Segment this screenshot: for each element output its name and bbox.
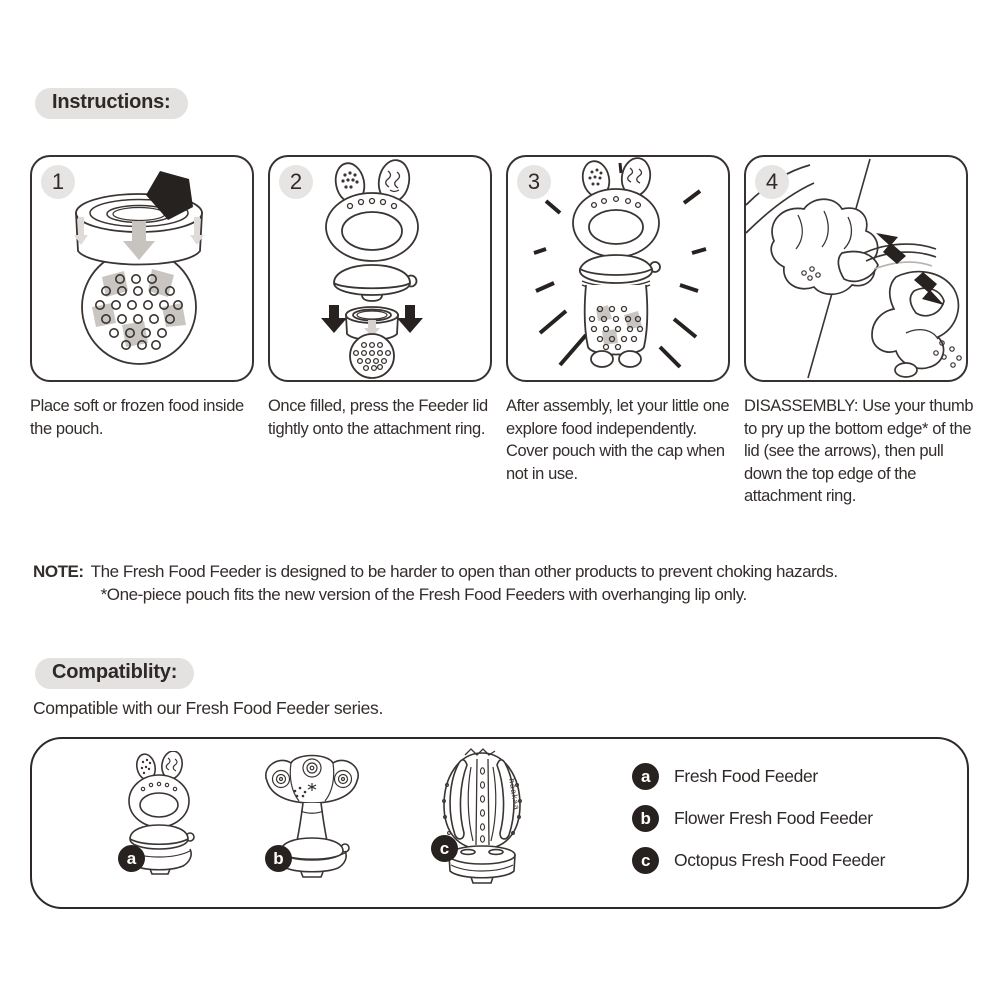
- product-a-badge: a: [118, 845, 145, 872]
- step-2: [268, 155, 488, 508]
- pouch-with-holes-icon: [82, 250, 196, 364]
- step-3-caption: After assembly, let your little one explore food independently. Cover pouch with the cap when not in use.: [506, 397, 730, 483]
- note-paragraph: [33, 561, 968, 607]
- step-1: [30, 155, 250, 508]
- note-label: NOTE:: [33, 562, 84, 581]
- compatibility-box: [30, 737, 969, 909]
- step-1-panel: [30, 155, 254, 382]
- octopus-fresh-food-feeder-icon: [427, 745, 537, 889]
- instructions-heading: Instructions:: [35, 88, 188, 119]
- legend-a-label: Fresh Food Feeder: [674, 766, 818, 786]
- step-3-panel: [506, 155, 730, 382]
- step-3: [506, 155, 730, 508]
- feeder-handle-icon: [326, 158, 418, 261]
- note-text: The Fresh Food Feeder is designed to be harder to open than other products to prevent choking hazards. *One-piece pouch fits the new version of the Fresh Food Feeders with overhanging lip only.: [90, 562, 838, 604]
- product-b-badge: b: [265, 845, 292, 872]
- product-c-badge: c: [431, 835, 458, 862]
- step-4: [744, 155, 974, 508]
- product-fresh-food-feeder: [110, 751, 210, 883]
- legend-b-label: Flower Fresh Food Feeder: [674, 808, 873, 828]
- step-4-panel: [744, 155, 968, 382]
- legend-item-octopus-fresh-food-feeder: [632, 847, 885, 874]
- feeder-lid-icon: [580, 255, 660, 290]
- feeder-handle-icon: [573, 157, 659, 257]
- legend-item-fresh-food-feeder: [632, 763, 885, 790]
- step-4-number-badge: 4: [755, 165, 789, 199]
- step-3-number-badge: 3: [517, 165, 551, 199]
- brand-text: haakaa: [507, 777, 522, 812]
- feeder-cup-icon: [585, 285, 648, 367]
- pouch-with-holes-icon: [350, 334, 394, 378]
- right-hand-icon: [864, 244, 961, 377]
- compatibility-subtitle: Compatible with our Fresh Food Feeder series.: [33, 698, 383, 718]
- legend-item-flower-fresh-food-feeder: [632, 805, 885, 832]
- step-2-panel: [268, 155, 492, 382]
- product-octopus-fresh-food-feeder: [427, 745, 537, 889]
- step-4-caption: DISASSEMBLY: Use your thumb to pry up the bottom edge* of the lid (see the arrows), then pull down the top edge of the attachment ring.: [744, 397, 974, 506]
- step-1-caption: Place soft or frozen food inside the pouch.: [30, 397, 244, 438]
- compatibility-legend: [632, 763, 885, 874]
- legend-c-label: Octopus Fresh Food Feeder: [674, 850, 886, 870]
- feeder-lid-icon: [334, 265, 417, 301]
- instruction-steps: [30, 155, 974, 508]
- step-2-number-badge: 2: [279, 165, 313, 199]
- legend-c-badge: c: [632, 847, 659, 874]
- legend-a-badge: a: [632, 763, 659, 790]
- compatibility-heading: Compatiblity:: [35, 658, 194, 689]
- step-1-number-badge: 1: [41, 165, 75, 199]
- legend-b-badge: b: [632, 805, 659, 832]
- step-2-caption: Once filled, press the Feeder lid tightly onto the attachment ring.: [268, 397, 488, 438]
- product-flower-fresh-food-feeder: [257, 751, 367, 883]
